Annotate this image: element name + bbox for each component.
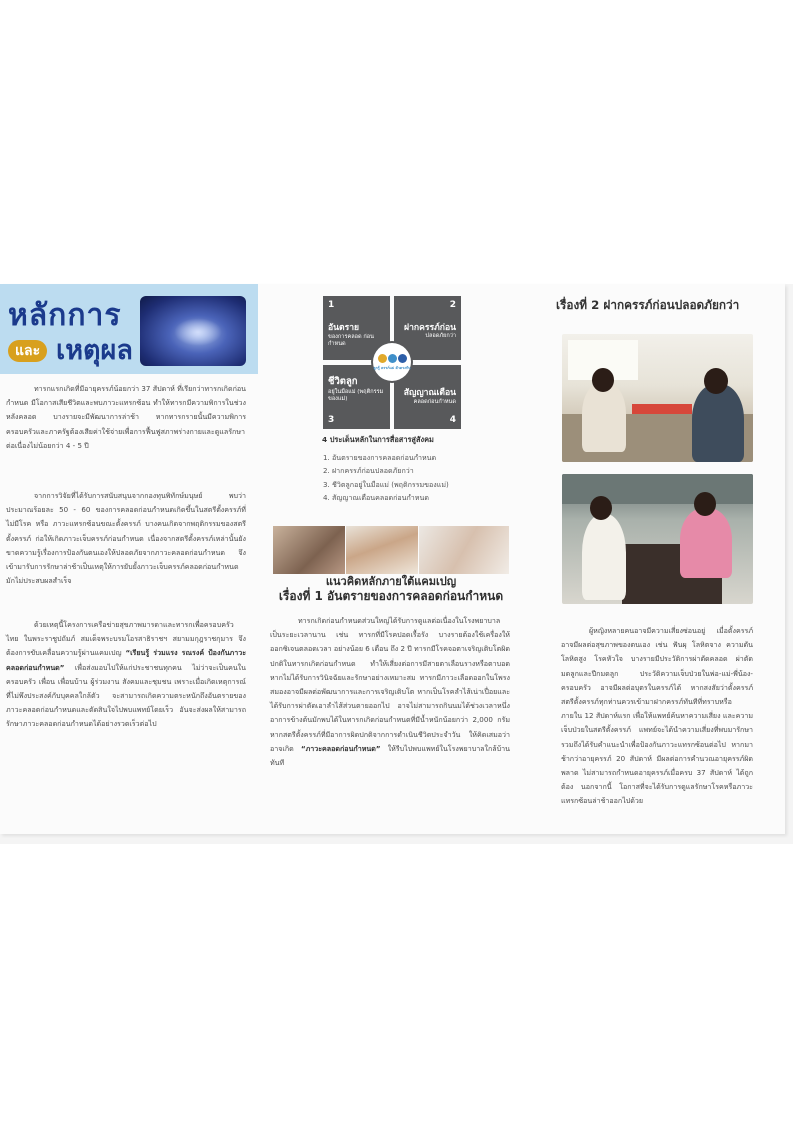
story1-title: แนวคิดหลักภายใต้แคมเปญ เรื่องที่ 1 อันตรายของการคลอดก่อนกำหนด	[278, 575, 504, 603]
list-item: 1. อันตรายของการคลอดก่อนกำหนด	[323, 453, 437, 462]
list-item: 4. สัญญาณเตือนคลอดก่อนกำหนด	[323, 492, 429, 502]
magazine-spread	[0, 284, 793, 844]
four-points-list	[323, 451, 449, 504]
story2-title: เรื่องที่ 2 ฝากครรภ์ก่อนปลอดภัยกว่า	[556, 298, 740, 312]
header-and-pill: และ	[8, 340, 47, 362]
tile-danger: 1 อันตราย ของการคลอด ก่อนกำหนด	[323, 296, 390, 360]
newborn-photo-strip	[273, 526, 509, 574]
col1-paragraph-1: ทารกแรกเกิดที่มีอายุครรภ์น้อยกว่า 37 สัปดาห์ ที่เรียกว่าทารกเกิดก่อนกำหนด มีโอกาสเสียชีวิตและพบภาวะแทรกซ้อน ทำให้ทารกมีความพิการในช่วงหลังคลอด บางรายจะมีพัฒนาการล่าช้า หากทารกรายนั้นมีความพิการ ครอบครัวและภาครัฐต้องเสียค่าใช้จ่ายเพื่อการฟื้นฟูสภาพร่างกายและดูแลรักษาต่อเนื่องไม่น้อยกว่า 4 - 5 ปี	[6, 384, 246, 450]
doctor-patient-photo	[562, 474, 753, 604]
story2-body: ผู้หญิงหลายคนอาจมีความเสี่ยงซ่อนอยู่ เมื่อตั้งครรภ์อาจมีผลต่อสุขภาพของตนเอง เช่น ฟันผุ โลหิตจาง ความดันโลหิตสูง โรคหัวใจ บางรายมีประวัติการผ่าตัดคลอด ผ่าตัดมดลูกและปีกมดลูก ประวัติความเจ็บป่วยในพ่อ-แม่-พี่น้อง-ครอบครัว อาจมีผลต่อบุตรในครรภ์ได้ หากสงสัยว่าตั้งครรภ์ สตรีตั้งครรภ์ทุกท่านควรเข้ามาฝากครรภ์ทันทีที่ทราบหรือ ภายใน 12 สัปดาห์แรก เพื่อให้แพทย์ค้นหาความเสี่ยง และความเจ็บป่วยในสตรีตั้งครรภ์ แพทย์จะได้นำความเสี่ยงที่พบมารักษา รวมถึงได้รับคำแนะนำเพื่อป้องกันภาวะแทรกซ้อนต่อไป หากมาช้ากว่าอายุครรภ์ 20 สัปดาห์ มีผลต่อการคำนวณอายุครรภ์ผิดพลาด ไม่สามารถกำหนดอายุครรภ์เมื่อครบ 37 สัปดาห์ ได้ถูกต้อง นอกจากนี้ โอกาสที่จะได้รับการดูแลรักษาโรคหรือภาวะแทรกซ้อนล่าช้าออกไปด้วย	[561, 626, 753, 806]
campaign-slogan: “เรียนรู้ ร่วมแรง รณรงค์ ป้องกันภาวะคลอดก่อนกำหนด”	[6, 648, 246, 672]
col1-paragraph-3: ด้วยเหตุนี้โครงการเครือข่ายสุขภาพมารดาและทารกเพื่อครอบครัวไทย ในพระราชูปถัมภ์ สมเด็จพระบรมโอรสาธิราชฯ สยามมกุฎราชกุมาร จึงต้องการขับเคลื่อนความรู้ผ่านแคมเปญ “เรียนรู้ ร่วมแรง รณรงค์ ป้องกันภาวะคลอดก่อนกำหนด” เพื่อส่งมอบไปให้แก่ประชาชนทุกคน ไม่ว่าจะเป็นคนในครอบครัว เพื่อน เพื่อนบ้าน ผู้ร่วมงาน สังคมและชุมชน เพราะเมื่อเกิดเหตุการณ์ที่ไม่พึงประสงค์กับบุคคลใกล้ตัว จะสามารถเกิดความตระหนักถึงอันตรายของภาวะคลอดก่อนกำหนดและตัดสินใจไปพบแพทย์โดยเร็ว อันจะส่งผลให้สามารถรักษาภาวะคลอดก่อนกำหนดได้อย่างรวดเร็วต่อไป	[6, 620, 246, 729]
incubator-baby-photo	[140, 296, 246, 366]
tile-prenatal-care: 2 ฝากครรภ์ก่อน ปลอดภัยกว่า	[394, 296, 461, 360]
header-word-reason: เหตุผล	[56, 335, 133, 366]
header-word-principle: หลักการ	[8, 298, 122, 333]
spread-paper	[0, 284, 785, 834]
newborn-hands-photo	[419, 526, 509, 574]
story1-body: ทารกเกิดก่อนกำหนดส่วนใหญ่ได้รับการดูแลต่อเนื่องในโรงพยาบาลเป็นระยะเวลานาน เช่น ทารกที่มีโรคปอดเรื้อรัง บางรายต้องใช้เครื่องให้ออกซิเจนตลอดเวลา อย่างน้อย 6 เดือน ถึง 2 ปี ทารกมีโรคจอตาเจริญเติบโตผิดปกติในทารกเกิดก่อนกำหนด ทำให้เสี่ยงต่อการมีสายตาเลือนรางหรือตาบอด หากไม่ได้รับการวินิจฉัยและรักษาอย่างเหมาะสม ทารกมีภาวะเลือดออกในโพรงสมองอาจมีผลต่อพัฒนาการและการเจริญเติบโต หากเป็นโรคลำไส้เน่าเปื่อยและได้รับการผ่าตัดเอาลำไส้ส่วนตายออกไป อาจไม่สามารถกินนมได้ช่วงเวลาหนึ่ง อาการข้างต้นมักพบได้ในทารกเกิดก่อนกำหนดที่มีน้ำหนักน้อยกว่า 2,000 กรัม หากสตรีตั้งครรภ์ที่มีอาการผิดปกติจากการดำเนินชีวิตประจำวัน ให้คิดเสมอว่าอาจเกิด “ภาวะคลอดก่อนกำหนด” ให้รีบไปพบแพทย์ในโรงพยาบาลใกล้บ้านทันที	[270, 616, 510, 768]
col1-paragraph-2: จากการวิจัยที่ได้รับการสนับสนุนจากกองทุนพิทักษ์มนุษย์ พบว่า ประมาณร้อยละ 50 - 60 ของการคลอดก่อนกำหนดเกิดขึ้นในสตรีตั้งครรภ์ที่ไม่มีโรค หรือ ภาวะแทรกซ้อนขณะตั้งครรภ์ บางคนเกิดจากพฤติกรรมของสตรีตั้งครรภ์ ก่อให้เกิดภาวะเจ็บครรภ์ก่อนกำหนด เนื่องจากสตรีตั้งครรภ์เหล่านั้นยังขาดความรู้เรื่องการป้องกันตนเองให้ปลอดภัยจากภาวะคลอดก่อนกำหนด จึงเข้ามารับการรักษาล่าช้าเป็นเหตุให้การยับยั้งภาวะเจ็บครรภ์คลอดก่อนกำหนดมักไม่ประสบผลสำเร็จ	[6, 491, 246, 586]
premature-baby-photo	[346, 526, 418, 574]
campaign-four-points-graphic	[323, 296, 461, 429]
premature-birth-emphasis: “ภาวะคลอดก่อนกำหนด”	[300, 743, 381, 753]
tile-baby-life: 3 ชีวิตลูก อยู่ในมือแม่ (พฤติกรรมของแม่)	[323, 365, 390, 429]
campaign-logo-icon: ลูกรู้ ครรภ์แม่ ตัวตรงกัน	[373, 343, 411, 381]
four-points-heading: 4 ประเด็นหลักในการสื่อสารสู่สังคม	[322, 435, 434, 444]
section-header-banner	[0, 284, 258, 374]
tile-warning-signs: 4 สัญญาณเตือน คลอดก่อนกำหนด	[394, 365, 461, 429]
premature-baby-photo	[273, 526, 345, 574]
list-item: 2. ฝากครรภ์ก่อนปลอดภัยกว่า	[323, 466, 414, 476]
list-item: 3. ชีวิตลูกอยู่ในมือแม่ (พฤติกรรมของแม่)	[323, 479, 449, 489]
prenatal-consultation-photo	[562, 334, 753, 462]
